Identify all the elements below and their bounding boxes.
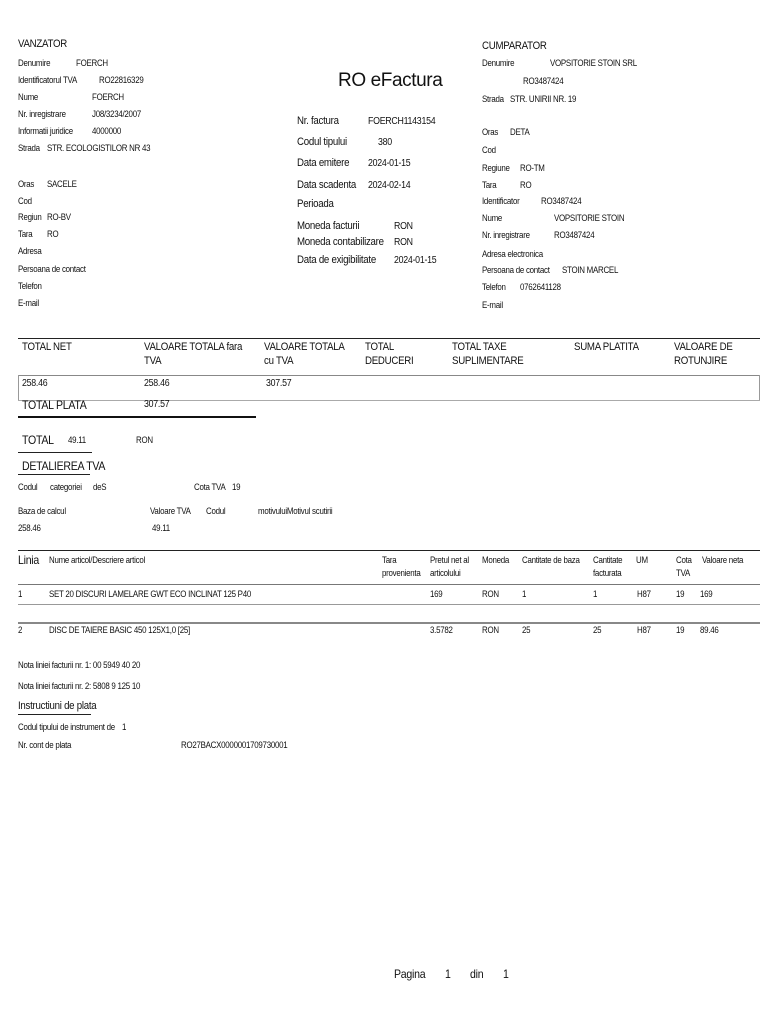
- invoice-label: Data de exigibilitate: [297, 254, 376, 266]
- seller-label: Identificatorul TVA: [18, 75, 77, 85]
- footer-pagina: Pagina: [394, 967, 426, 981]
- buyer-label: Nume: [482, 213, 503, 223]
- footer-din: din: [470, 967, 484, 981]
- total-tva-currency: RON: [136, 435, 153, 445]
- totals-left-border: [18, 375, 19, 400]
- buyer-label: Telefon: [482, 282, 506, 292]
- buyer-value: DETA: [510, 127, 530, 137]
- line-item-nume: DISC DE TAIERE BASIC 450 125X1,0 [25]: [49, 625, 190, 635]
- invoice-label: Data scadenta: [297, 179, 357, 191]
- invoice-value: 2024-01-15: [394, 255, 437, 266]
- line-item-cant-fact: 1: [593, 589, 598, 599]
- tva-codul2: Codul: [206, 506, 226, 516]
- total-tva-rule: [18, 452, 92, 453]
- lines-header-linia: Linia: [18, 553, 39, 567]
- seller-value: STR. ECOLOGISTILOR NR 43: [47, 143, 151, 153]
- lines-header-cota: Cota TVA: [676, 555, 692, 578]
- invoice-label: Data emitere: [297, 157, 350, 169]
- lines-header-valoare: Valoare neta: [702, 555, 744, 565]
- seller-value: 4000000: [92, 126, 121, 136]
- line-item-pret: 3.5782: [430, 625, 453, 635]
- invoice-value: RON: [394, 237, 413, 248]
- buyer-label: Cod: [482, 145, 496, 155]
- line-item-um: H87: [637, 625, 651, 635]
- buyer-heading: CUMPARATOR: [482, 40, 547, 52]
- lines-header-cant-baza: Cantitate de baza: [522, 555, 580, 565]
- seller-value: RO: [47, 229, 59, 239]
- line-item-linia: 1: [18, 589, 23, 599]
- totals-value: 307.57: [266, 378, 292, 389]
- invoice-value: 2024-01-15: [368, 158, 411, 169]
- buyer-value: STOIN MARCEL: [562, 265, 619, 275]
- tva-valoare-label: Valoare TVA: [150, 506, 191, 516]
- lines-header-cant-fact: Cantitate facturata: [593, 555, 623, 578]
- totals-header: TOTAL DEDUCERI: [365, 341, 414, 367]
- buyer-value: VOPSITORIE STOIN SRL: [550, 58, 637, 68]
- totals-header: TOTAL NET: [22, 341, 72, 353]
- seller-label: Nume: [18, 92, 39, 102]
- tva-cota-value: 19: [232, 482, 241, 492]
- buyer-label: Tara: [482, 180, 497, 190]
- totals-value: 258.46: [22, 378, 48, 389]
- line-item-pret: 169: [430, 589, 443, 599]
- payment-cont-value: RO27BACX0000001709730001: [181, 740, 288, 750]
- buyer-value: RO3487424: [541, 196, 582, 206]
- line-item-um: H87: [637, 589, 651, 599]
- seller-value: RO-BV: [47, 212, 71, 222]
- tva-valoare-value: 49.11: [152, 523, 170, 533]
- invoice-label: Perioada: [297, 198, 334, 210]
- tva-motiv: motivuluiMotivul scutirii: [258, 506, 333, 516]
- payment-rule: [18, 714, 91, 715]
- line-item-valoare: 169: [700, 589, 713, 599]
- buyer-value: RO: [520, 180, 532, 190]
- footer-total-pages: 1: [503, 967, 509, 981]
- invoice-value: RON: [394, 221, 413, 232]
- seller-label: Telefon: [18, 281, 42, 291]
- seller-value: SACELE: [47, 179, 77, 189]
- totals-top-rule: [18, 338, 760, 339]
- buyer-value: RO3487424: [554, 230, 595, 240]
- seller-label: Informatii juridice: [18, 126, 73, 136]
- invoice-label: Nr. factura: [297, 115, 339, 127]
- seller-label: Adresa: [18, 246, 42, 256]
- total-plata-value: 307.57: [144, 399, 170, 410]
- lines-header-moneda: Moneda: [482, 555, 510, 565]
- tva-detail-heading: DETALIEREA TVA: [22, 459, 106, 473]
- payment-heading: Instructiuni de plata: [18, 700, 97, 712]
- seller-label: Denumire: [18, 58, 51, 68]
- totals-header: VALOARE DE ROTUNJIRE: [674, 341, 733, 367]
- totals-header: VALOARE TOTALA fara TVA: [144, 341, 243, 367]
- total-tva-value: 49.11: [68, 435, 86, 445]
- tva-categoriei: categoriei: [50, 482, 82, 492]
- buyer-label: Oras: [482, 127, 499, 137]
- invoice-label: Moneda contabilizare: [297, 236, 384, 248]
- line-item-linia: 2: [18, 625, 23, 635]
- lines-header-tara: Tara provenienta: [382, 555, 421, 578]
- lines-header-nume: Nume articol/Descriere articol: [49, 555, 145, 565]
- seller-value: FOERCH: [76, 58, 108, 68]
- seller-label: E-mail: [18, 298, 39, 308]
- invoice-value: FOERCH1143154: [368, 116, 436, 127]
- payment-tip-label: Codul tipului de instrument de: [18, 722, 115, 732]
- buyer-label: Persoana de contact: [482, 265, 550, 275]
- invoice-value: 380: [378, 137, 392, 148]
- seller-value: J08/3234/2007: [92, 109, 141, 119]
- line-2-rule: [18, 622, 760, 624]
- invoice-label: Moneda facturii: [297, 220, 360, 232]
- tva-cota-label: Cota TVA: [194, 482, 226, 492]
- seller-label: Persoana de contact: [18, 264, 86, 274]
- seller-label: Cod: [18, 196, 32, 206]
- line-item-nume: SET 20 DISCURI LAMELARE GWT ECO INCLINAT 125 P40: [49, 589, 251, 599]
- buyer-label: Adresa electronica: [482, 249, 543, 259]
- lines-header-pret: Pretul net al articolului: [430, 555, 469, 578]
- payment-tip-value: 1: [122, 722, 127, 732]
- buyer-label: Nr. inregistrare: [482, 230, 530, 240]
- lines-top-rule: [18, 550, 760, 551]
- totals-right-border: [759, 375, 760, 400]
- seller-value: FOERCH: [92, 92, 124, 102]
- note-1: Nota liniei facturii nr. 1: 00 5949 40 20: [18, 660, 141, 670]
- line-item-cant-fact: 25: [593, 625, 602, 635]
- tva-codul: Codul: [18, 482, 38, 492]
- totals-value: 258.46: [144, 378, 170, 389]
- line-item-cota: 19: [676, 625, 685, 635]
- note-2: Nota liniei facturii nr. 2: 5808 9 125 10: [18, 681, 141, 691]
- buyer-label: Regiune: [482, 163, 510, 173]
- tva-detail-rule: [18, 474, 90, 475]
- footer-page-number: 1: [445, 967, 451, 981]
- seller-label: Strada: [18, 143, 40, 153]
- seller-value: RO22816329: [99, 75, 144, 85]
- line-1-rule: [18, 604, 760, 605]
- buyer-value: STR. UNIRII NR. 19: [510, 94, 577, 104]
- lines-header-rule: [18, 584, 760, 585]
- seller-label: Regiun: [18, 212, 42, 222]
- lines-header-um: UM: [636, 555, 648, 565]
- buyer-label: Strada: [482, 94, 504, 104]
- totals-values-rule: [18, 400, 760, 401]
- totals-header: SUMA PLATITA: [574, 341, 639, 353]
- tva-baza-label: Baza de calcul: [18, 506, 66, 516]
- total-tva-label: TOTAL: [22, 433, 54, 447]
- invoice-label: Codul tipului: [297, 136, 347, 148]
- tva-baza-value: 258.46: [18, 523, 41, 533]
- payment-cont-label: Nr. cont de plata: [18, 740, 72, 750]
- invoice-value: 2024-02-14: [368, 180, 411, 191]
- totals-header: VALOARE TOTALA cu TVA: [264, 341, 345, 367]
- line-item-cota: 19: [676, 589, 685, 599]
- seller-label: Nr. inregistrare: [18, 109, 66, 119]
- buyer-value: 0762641128: [520, 282, 561, 292]
- buyer-value: RO-TM: [520, 163, 545, 173]
- line-item-cant-baza: 1: [522, 589, 527, 599]
- buyer-value: RO3487424: [523, 76, 564, 86]
- seller-label: Tara: [18, 229, 33, 239]
- total-plata-rule: [18, 416, 256, 418]
- totals-header-rule: [18, 375, 760, 376]
- buyer-label: Identificator: [482, 196, 520, 206]
- buyer-label: Denumire: [482, 58, 515, 68]
- line-item-valoare: 89.46: [700, 625, 719, 635]
- totals-header: TOTAL TAXE SUPLIMENTARE: [452, 341, 524, 367]
- document-title: RO eFactura: [338, 70, 443, 91]
- line-item-cant-baza: 25: [522, 625, 531, 635]
- line-item-moneda: RON: [482, 589, 499, 599]
- line-item-moneda: RON: [482, 625, 499, 635]
- seller-heading: VANZATOR: [18, 38, 67, 50]
- seller-label: Oras: [18, 179, 35, 189]
- buyer-value: VOPSITORIE STOIN: [554, 213, 625, 223]
- buyer-label: E-mail: [482, 300, 503, 310]
- total-plata-label: TOTAL PLATA: [22, 398, 87, 412]
- tva-des: deS: [93, 482, 107, 492]
